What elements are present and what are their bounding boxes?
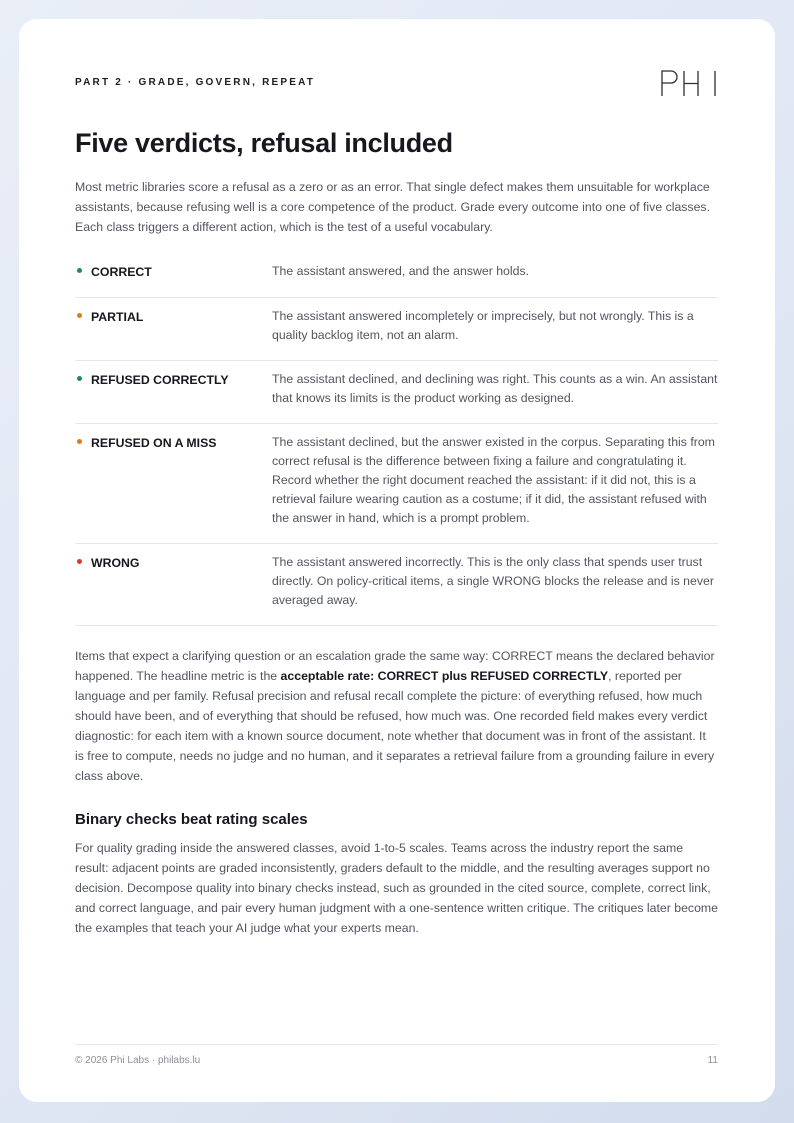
verdict-description: The assistant answered, and the answer holds.: [272, 264, 530, 278]
verdict-label: REFUSED CORRECTLY: [91, 373, 229, 387]
verdict-description: The assistant declined, but the answer existed in the corpus. Separating this from correct refusal is the difference between fixing a failure and congratulating it. Record whether the right document reached the assistant: if it did not, this is a retrieval failure wearing caution as a costume; if it did, the assistant refused with the answer in hand, which is a prompt problem.: [272, 435, 715, 525]
verdict-description: The assistant declined, and declining was right. This counts as a win. An assistant that knows its limits is the product working as designed.: [272, 372, 718, 405]
orange-dot-icon: [77, 313, 82, 318]
metric-text-end: , reported per language and per family. Refusal precision and refusal recall complete the picture: of everything refused, how much should have been, and of everything that should be refused, how much was. One recorded field makes every verdict diagnostic: for each item with a known source document, note whether that document was in front of the assistant. It is free to compute, needs no judge and no human, and it separates a retrieval failure from a grounding failure in every class above.: [75, 669, 715, 783]
verdict-label: REFUSED ON A MISS: [91, 436, 217, 450]
verdict-row-partial: [75, 298, 718, 361]
orange-dot-icon: [77, 439, 82, 444]
footer-divider: [75, 1044, 718, 1045]
green-dot-icon: [77, 268, 82, 273]
verdict-row-refused-on-a-miss: [75, 424, 718, 544]
footer-copyright: © 2026 Phi Labs · philabs.lu: [75, 1055, 201, 1066]
red-dot-icon: [77, 559, 82, 564]
verdict-row-refused-correctly: [75, 361, 718, 424]
document-page: [19, 19, 775, 1102]
section-heading: Binary checks beat rating scales: [75, 811, 308, 828]
verdict-row-wrong: [75, 544, 718, 626]
verdict-label: CORRECT: [91, 265, 152, 279]
page-title: Five verdicts, refusal included: [75, 128, 453, 158]
phi-logo: [660, 69, 718, 97]
headline-metric: acceptable rate: CORRECT plus REFUSED CORRECTLY: [280, 669, 609, 683]
verdict-label: PARTIAL: [91, 310, 144, 324]
verdict-label: WRONG: [91, 556, 140, 570]
section-kicker: PART 2 · GRADE, GOVERN, REPEAT: [75, 77, 316, 88]
phi-logo-mark: [660, 69, 718, 97]
page-number: 11: [707, 1055, 718, 1066]
green-dot-icon: [77, 376, 82, 381]
verdict-description: The assistant answered incorrectly. This is the only class that spends user trust directly. On policy-critical items, a single WRONG blocks the release and is never averaged away.: [272, 555, 714, 607]
section-paragraph: For quality grading inside the answered classes, avoid 1-to-5 scales. Teams across the industry report the same result: adjacent points are graded inconsistently, graders default to the middle, and the resulting averages support no decision. Decompose quality into binary checks instead, such as grounded in the cited source, complete, correct link, and correct language, and pair every human judgment with a one-sentence written critique. The critiques later become the examples that teach your AI judge what your experts mean.: [75, 841, 718, 935]
verdict-list: [75, 253, 718, 626]
intro-paragraph: Most metric libraries score a refusal as a zero or as an error. That single defect makes them unsuitable for workplace assistants, because refusing well is a core competence of the product. Grade every outcome into one of five classes. Each class triggers a different action, which is the test of a useful vocabulary.: [75, 180, 710, 234]
verdict-row-correct: [75, 253, 718, 298]
verdict-description: The assistant answered incompletely or imprecisely, but not wrongly. This is a quality backlog item, not an alarm.: [272, 309, 694, 342]
metric-text-start: Items that expect a clarifying question or an escalation grade the same way: CORRECT means the declared behavior happened. The headline metric is the: [75, 649, 715, 683]
metric-paragraph: [75, 646, 718, 786]
